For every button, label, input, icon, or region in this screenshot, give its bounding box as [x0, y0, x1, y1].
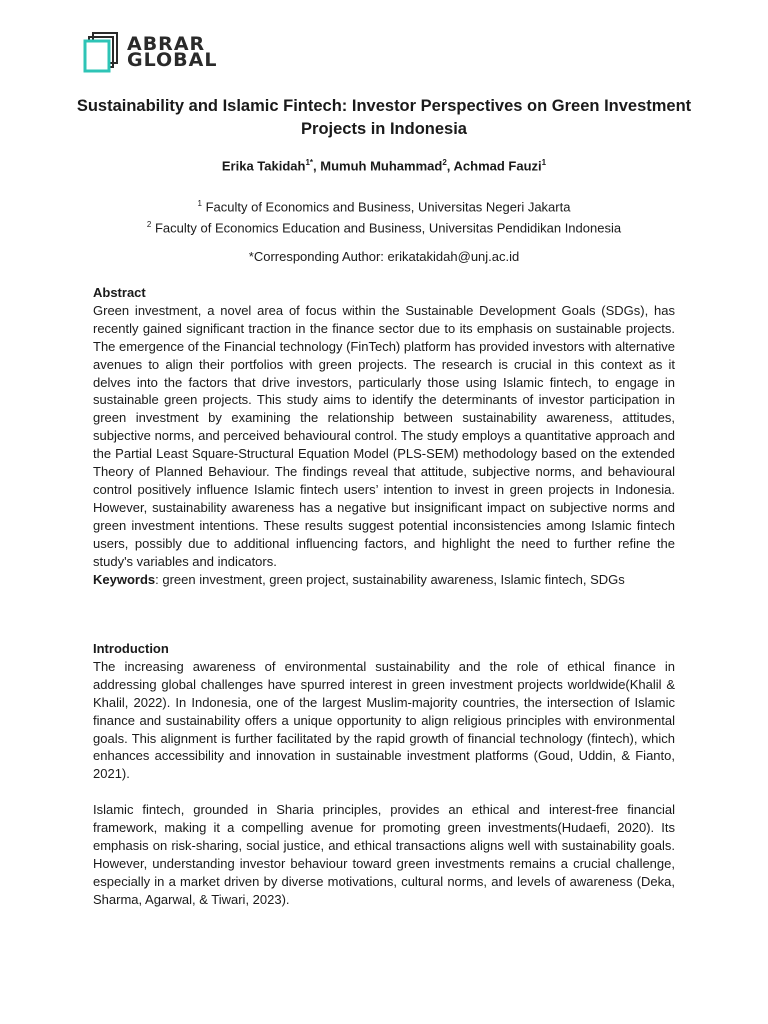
affiliation-text: Faculty of Economics and Business, Universitas Negeri Jakarta — [201, 199, 571, 215]
keywords-text: : green investment, green project, sustainability awareness, Islamic fintech, SDGs — [155, 571, 625, 587]
author-name: Mumuh Muhammad — [320, 158, 443, 174]
publisher-logo — [83, 30, 217, 74]
stacked-squares-logo-icon — [83, 31, 119, 73]
introduction-paragraph: The increasing awareness of environmental sustainability and the role of ethical finance in addressing global challenges have spurred interest in green investment projects worldwide(Khalil & Khalil, 2022). In Indonesia, one of the largest Muslim-majority countries, the intersection of Islamic finance and sustainability offers a unique opportunity to align religious principles with environmental goals. This alignment is further facilitated by the rapid growth of financial technology (fintech), which enhances accessibility and innovation in sustainable investment platforms (Goud, Uddin, & Fianto, 2021). — [93, 658, 675, 782]
logo-line-1: ABRAR — [127, 33, 206, 55]
author-affiliation-mark: 1 — [541, 158, 547, 167]
abstract-text: Green investment, a novel area of focus within the Sustainable Development Goals (SDGs), has recently gained significant traction in the finance sector due to its emphasis on sustainable projects. The emergence of the Financial technology (FinTech) platform has provided investors with alternative avenues to align their portfolios with green projects. The research is crucial in this context as it delves into the factors that drive investors, particularly those using Islamic fintech, to engage in sustainable green projects. This study aims to identify the determinants of investor participation in green investment by examining the relationship between sustainability awareness, attitudes, subjective norms, and perceived behavioural control. The study employs a quantitative approach and the Partial Least Square-Structural Equation Model (PLS-SEM) methodology based on the extended Theory of Planned Behaviour. The findings reveal that attitude, subjective norms, and behavioural control positively influence Islamic fintech users’ intention to invest in green projects in Indonesia. However, sustainability awareness has a negative but insignificant impact on subjective norms and green investment intentions. These results suggest potential inconsistencies among Islamic fintech users, possibly due to additional influencing factors, and highlight the need to further refine the study's variables and indicators. — [93, 302, 675, 569]
author-name: Erika Takidah — [221, 158, 306, 174]
affiliation-list — [0, 195, 768, 238]
author-list: Erika Takidah$^{1*}$, Mumuh Muhammad$^2$, Achmad Fauzi$^1$ — [221, 158, 547, 174]
abstract-heading: Abstract — [93, 285, 146, 300]
introduction-paragraph: Islamic fintech, grounded in Sharia principles, provides an ethical and interest-free financial framework, making it a compelling avenue for promoting green investments(Hudaefi, 2020). Its emphasis on risk-sharing, social justice, and ethical transactions aligns well with sustainability goals. However, understanding investor behaviour toward green investments remains a crucial challenge, especially in a market driven by diverse motivations, cultural norms, and levels of awareness (Deka, Sharma, Agarwal, & Tiwari, 2023). — [93, 802, 675, 907]
abstract-section — [93, 284, 675, 588]
affiliation-text: Faculty of Economics Education and Business, Universitas Pendidikan Indonesia — [151, 220, 622, 236]
logo-wordmark — [127, 33, 218, 71]
introduction-section — [93, 640, 675, 909]
paper-title: Sustainability and Islamic Fintech: Investor Perspectives on Green Investment Projects in Indonesia — [76, 97, 692, 138]
affiliation — [0, 195, 768, 216]
affiliation-mark: 2 — [146, 220, 152, 230]
author-name: Achmad Fauzi — [453, 158, 542, 174]
introduction-heading: Introduction — [93, 641, 169, 656]
author-affiliation-mark: 1* — [305, 158, 314, 167]
author-affiliation-mark: 2 — [442, 158, 447, 167]
logo-line-2: GLOBAL — [127, 49, 218, 71]
keywords — [93, 571, 675, 589]
corresponding-author: *Corresponding Author: erikatakidah@unj.ac.id — [248, 249, 520, 264]
affiliation — [0, 216, 768, 237]
affiliation-mark: 1 — [197, 199, 202, 208]
keywords-label: Keywords — [93, 571, 156, 587]
